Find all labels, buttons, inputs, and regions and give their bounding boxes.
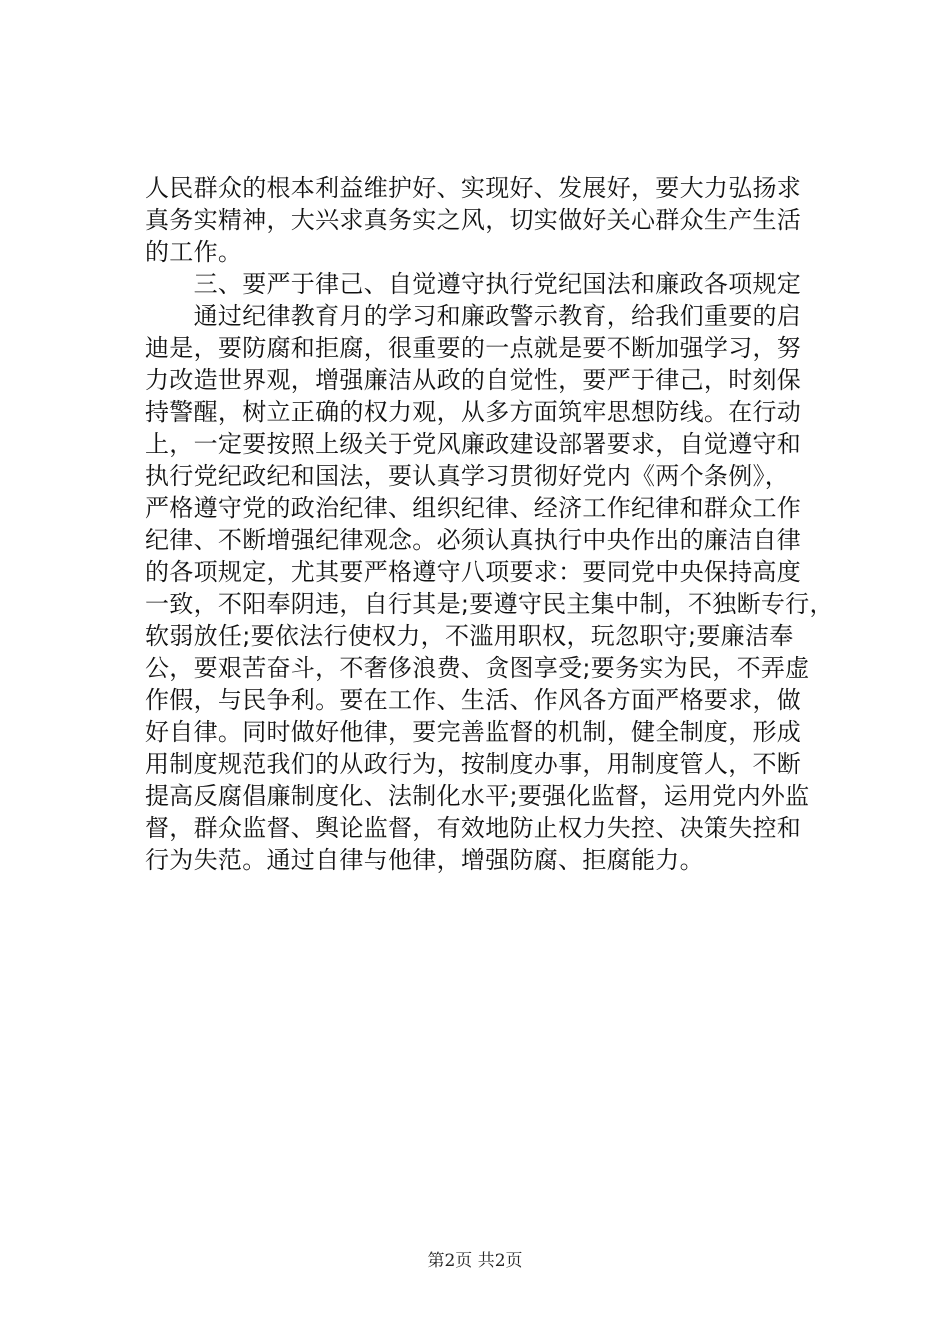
text-line: 的各项规定，尤其要严格遵守八项要求：要同党中央保持高度 [145,558,802,586]
text-line: 真务实精神，大兴求真务实之风，切实做好关心群众生产生活 [145,206,802,234]
text-line: 迪是，要防腐和拒腐，很重要的一点就是要不断加强学习，努 [145,334,802,362]
text-line: 纪律、不断增强纪律观念。必须认真执行中央作出的廉洁自律 [145,526,802,554]
text-line: 督，群众监督、舆论监督，有效地防止权力失控、决策失控和 [145,814,802,842]
text-line: 软弱放任;要依法行使权力，不滥用职权，玩忽职守;要廉洁奉 [145,622,794,650]
page-number-label: 第2页 共2页 [427,1251,523,1271]
text-line: 力改造世界观，增强廉洁从政的自觉性，要严于律己，时刻保 [145,366,802,394]
text-line: 严格遵守党的政治纪律、组织纪律、经济工作纪律和群众工作 [145,494,802,522]
section-heading: 三、要严于律己、自觉遵守执行党纪国法和廉政各项规定 [145,270,802,298]
text-line: 通过纪律教育月的学习和廉政警示教育，给我们重要的启 [145,302,802,330]
text-line: 好自律。同时做好他律，要完善监督的机制，健全制度，形成 [145,718,802,746]
text-line: 行为失范。通过自律与他律，增强防腐、拒腐能力。 [145,846,704,874]
text-line: 一致，不阳奉阴违，自行其是;要遵守民主集中制，不独断专行， [145,590,834,618]
page-footer [0,1246,950,1271]
text-line: 作假，与民争利。要在工作、生活、作风各方面严格要求，做 [145,686,802,714]
text-line: 执行党纪政纪和国法，要认真学习贯彻好党内《两个条例》， [145,462,790,490]
text-line: 上，一定要按照上级关于党风廉政建设部署要求，自觉遵守和 [145,430,802,458]
text-line: 提高反腐倡廉制度化、法制化水平;要强化监督，运用党内外监 [145,782,810,810]
text-line: 用制度规范我们的从政行为，按制度办事，用制度管人，不断 [145,750,802,778]
body-text [145,172,845,876]
text-line: 人民群众的根本利益维护好、实现好、发展好，要大力弘扬求 [145,174,802,202]
text-line: 公，要艰苦奋斗，不奢侈浪费、贪图享受;要务实为民，不弄虚 [145,654,810,682]
text-line: 的工作。 [145,238,243,266]
text-line: 持警醒，树立正确的权力观，从多方面筑牢思想防线。在行动 [145,398,802,426]
